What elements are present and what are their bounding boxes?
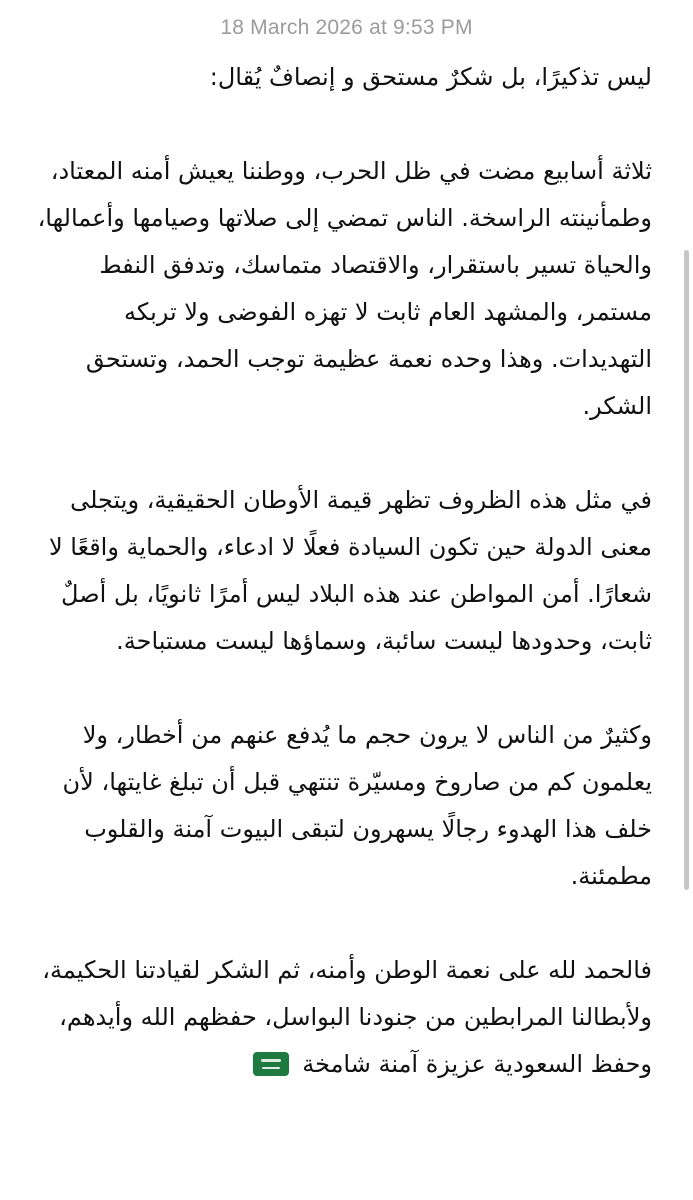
note-paragraph-intro: ليس تذكيرًا، بل شكرٌ مستحق و إنصافٌ يُقال: <box>209 63 652 91</box>
note-body[interactable] <box>34 54 652 1088</box>
note-paragraph-3: وكثيرٌ من الناس لا يرون حجم ما يُدفع عنهم من أخطار، ولا يعلمون كم من صاروخ ومسيّرة تنتهي قبل أن تبلغ غايتها، لأن خلف هذا الهدوء رجالًا يسهرون لتبقى البيوت آمنة والقلوب مطمئنة. <box>62 721 652 890</box>
paragraph-spacer <box>34 430 652 477</box>
note-paragraph-4-text: فالحمد لله على نعمة الوطن وأمنه، ثم الشكر لقيادتنا الحكيمة، ولأبطالنا المرابطين من جنودنا البواسل، حفظهم الله وأيدهم، وحفظ السعودية عزيزة آمنة شامخة <box>42 956 652 1078</box>
paragraph-spacer <box>34 665 652 712</box>
paragraph-spacer <box>34 101 652 148</box>
note-timestamp: 18 March 2026 at 9:53 PM <box>220 16 473 39</box>
paragraph-spacer <box>34 900 652 947</box>
note-paragraph-2: في مثل هذه الظروف تظهر قيمة الأوطان الحقيقية، ويتجلى معنى الدولة حين تكون السيادة فعلًا لا ادعاء، والحماية واقعًا لا شعارًا. أمن المواطن عند هذه البلاد ليس أمرًا ثانويًا، بل أصلٌ ثابت، وحدودها ليست سائبة، وسماؤها ليست مستباحة. <box>48 486 652 655</box>
note-paragraph-1: ثلاثة أسابيع مضت في ظل الحرب، ووطننا يعيش أمنه المعتاد، وطمأنينته الراسخة. الناس تمضي إلى صلاتها وصيامها وأعمالها، والحياة تسير باستقرار، والاقتصاد متماسك، وتدفق النفط مستمر، والمشهد العام ثابت لا تهزه الفوضى ولا تربكه التهديدات. وهذا وحده نعمة عظيمة توجب الحمد، وتستحق الشكر. <box>37 157 652 420</box>
saudi-flag-icon <box>253 1052 289 1076</box>
scrollbar-thumb[interactable] <box>684 250 689 890</box>
note-paragraph-4 <box>34 947 652 1088</box>
